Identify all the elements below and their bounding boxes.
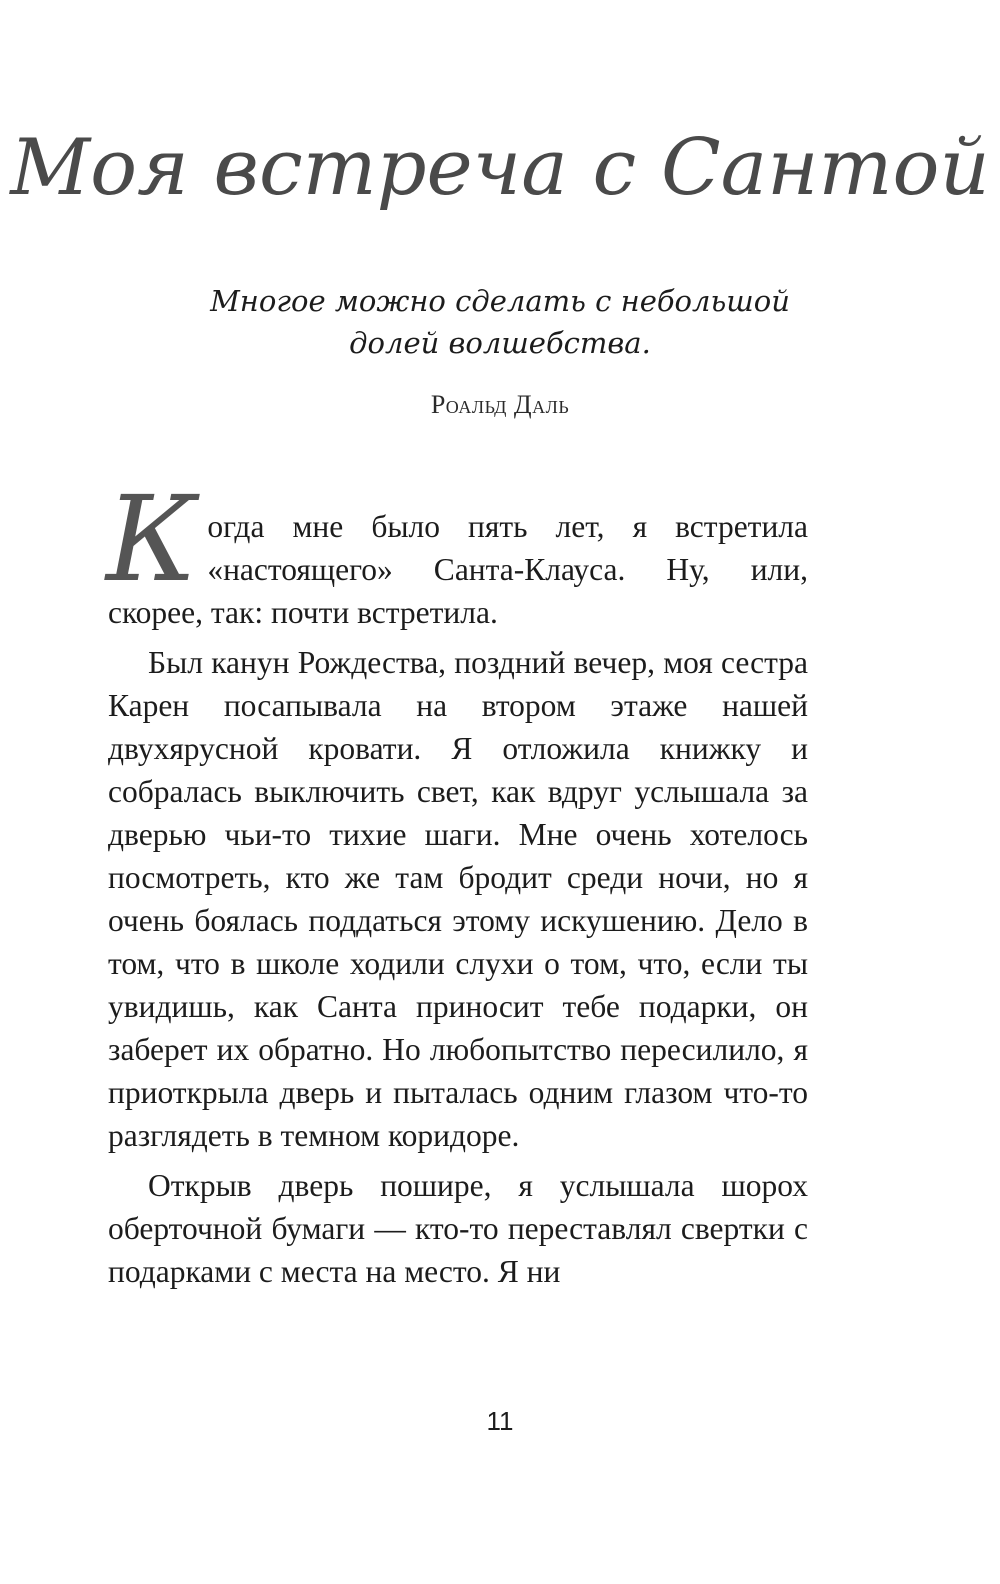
epigraph (110, 280, 890, 420)
chapter-body (106, 470, 808, 1300)
page-number: 11 (486, 1406, 514, 1436)
paragraph-1 (106, 470, 808, 634)
paragraph-3: Открыв дверь пошире, я услышала шорох оберточной бумаги — кто-то переставлял свертки с подарками с места на место. Я ни (108, 1168, 808, 1289)
epigraph-author: Роальд Даль (430, 390, 570, 419)
chapter-title: Моя встреча с Сантой (10, 123, 990, 213)
drop-cap: К (106, 470, 198, 608)
epigraph-quote: Многое можно сделать с небольшой долей волшебства. (210, 284, 790, 360)
paragraph-1-text: огда мне было пять лет, я встретила «настоящего» Санта-Клауса. Ну, или, скорее, так: почти встретила. (108, 509, 808, 630)
paragraph-2: Был канун Рождества, поздний вечер, моя сестра Карен посапывала на втором этаже нашей двухярусной кровати. Я отложила книжку и собралась выключить свет, как вдруг услышала за дверью чьи-то тихие шаги. Мне очень хотелось посмотреть, кто же там бродит среди ночи, но я очень боялась поддаться этому искушению. Дело в том, что в школе ходили слухи о том, что, если ты увидишь, как Санта приносит тебе подарки, он заберет их обратно. Но любопытство пересилило, я приоткрыла дверь и пыталась одним глазом что-то разглядеть в темном коридоре. (108, 645, 808, 1153)
